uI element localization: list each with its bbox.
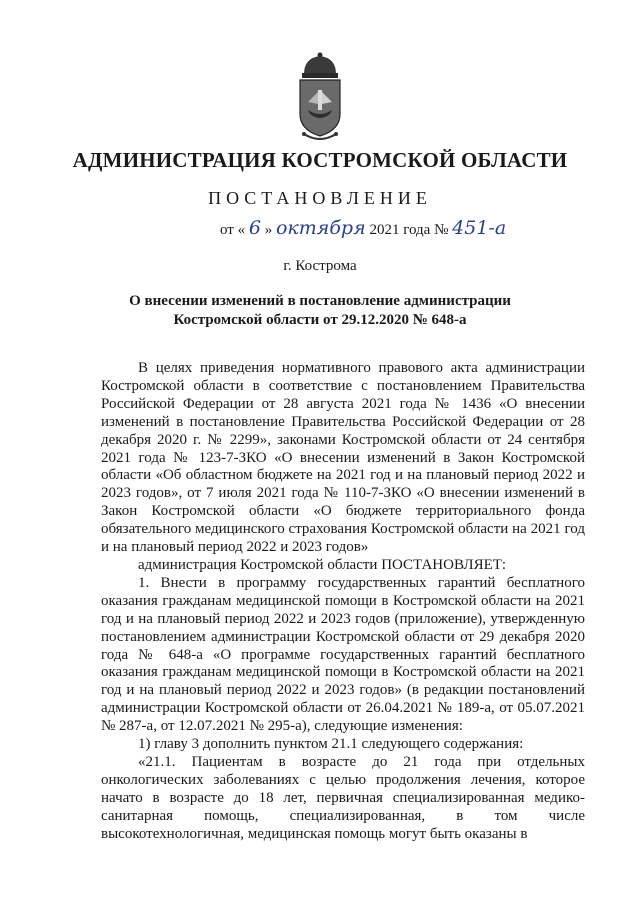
document-date-line	[220, 217, 506, 239]
subject-line-1: О внесении изменений в постановление администрации	[129, 293, 511, 309]
organization-title: АДМИНИСТРАЦИЯ КОСТРОМСКОЙ ОБЛАСТИ	[72, 148, 568, 172]
body-paragraph-preamble: В целях приведения нормативного правового акта администрации Костромской области в соответствие с постановлением Правительства Российской Федерации от 28 августа 2021 года № 1436 «О внесении изменений в постановление Правительства Российской Федерации от 28 декабря 2020 г. № 2299», законами Костромской области от 24 сентября 2021 года № 123-7-ЗКО «О внесении изменений в Закон Костромской области «Об областном бюджете на 2021 год и на плановый период 2022 и 2023 годов», от 7 июля 2021 года № 110-7-ЗКО «О внесении изменений в Закон Костромской области «О бюджете территориального фонда обязательного медицинского страхования Костромской области на 2021 год и на плановый период 2022 и 2023 годов»	[101, 360, 585, 556]
document-subject	[100, 292, 540, 330]
date-year-text: 2021 года №	[369, 222, 449, 238]
body-paragraph-clause-21-1: «21.1. Пациентам в возрасте до 21 года при отдельных онкологических заболеваниях с целью продолжения лечения, которое начато в возрасте до 18 лет, первичная специализированная медико-санитарная помощь, специализированная, в том числе высокотехнологичная, медицинская помощь могут быть оказаны в	[101, 753, 585, 842]
body-paragraph-resolution: администрация Костромской области ПОСТАНОВЛЯЕТ:	[138, 556, 507, 573]
document-body	[101, 360, 585, 843]
date-day-close: »	[264, 222, 273, 238]
body-paragraph-item-1: 1. Внести в программу государственных гарантий бесплатного оказания гражданам медицинской помощи в Костромской области на 2021 год и на плановый период 2022 и 2023 годов (приложение), утвержденную постановлением администрации Костромской области от 29 декабря 2020 года № 648-а «О программе государственных гарантий бесплатного оказания гражданам медицинской помощи в Костромской области на 2021 год и на плановый период 2022 и 2023 годов» (в редакции постановлений администрации Костромской области от 26.04.2021 № 189-а, от 05.07.2021 № 287-а, от 12.07.2021 № 295-а), следующие изменения:	[101, 574, 585, 735]
handwritten-month: октября	[275, 217, 366, 239]
body-paragraph-subitem-1: 1) главу 3 дополнить пунктом 21.1 следующего содержания:	[138, 736, 524, 753]
subject-line-2: Костромской области от 29.12.2020 № 648-а	[173, 312, 467, 328]
handwritten-day: 6	[248, 217, 261, 239]
document-type: ПОСТАНОВЛЕНИЕ	[208, 188, 432, 208]
handwritten-document-number: 451-а	[452, 217, 507, 239]
kostroma-coat-of-arms-icon	[290, 52, 350, 146]
city-name: г. Кострома	[283, 258, 357, 274]
date-prefix: от «	[220, 222, 246, 238]
